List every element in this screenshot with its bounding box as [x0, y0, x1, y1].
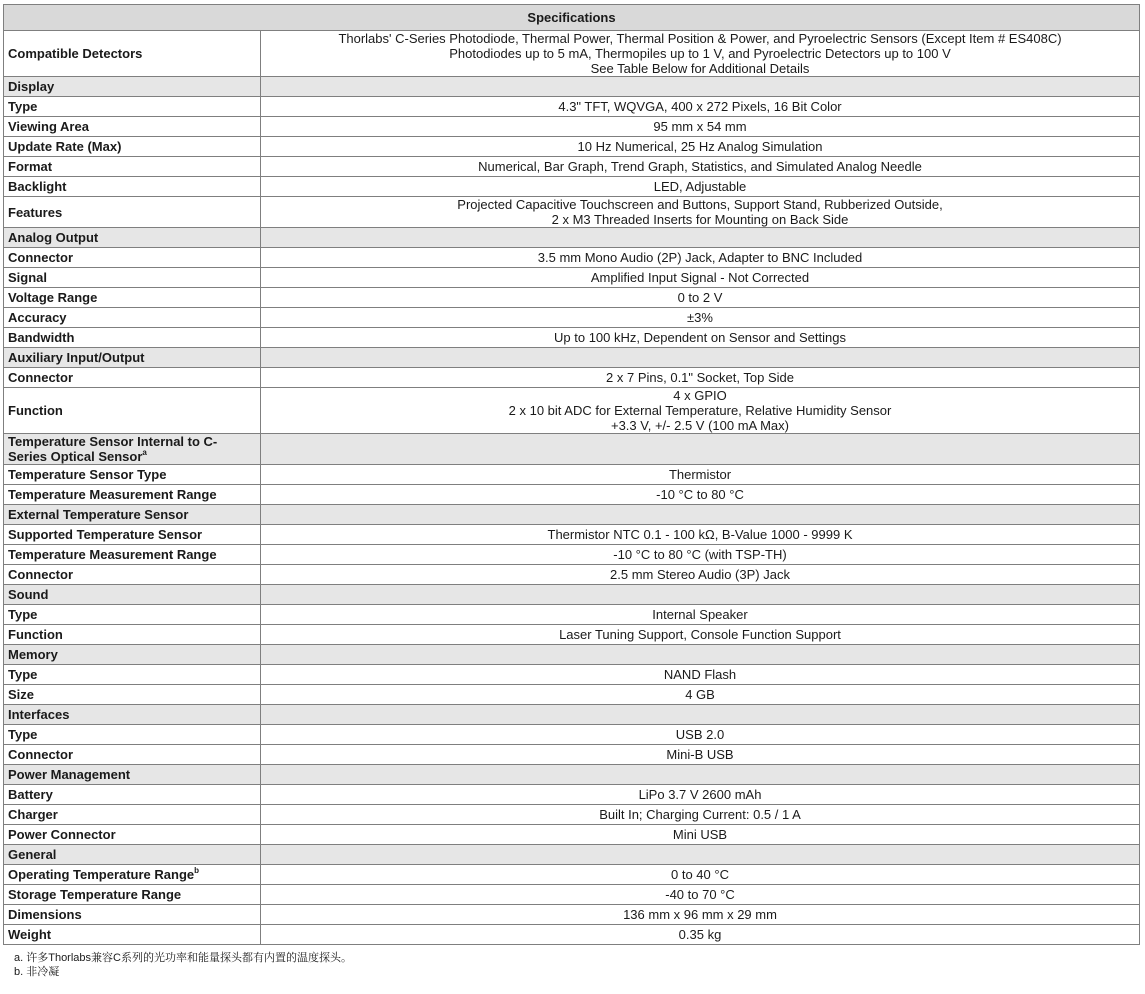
spec-value-line: 4 x GPIO — [673, 388, 727, 403]
table-row — [4, 268, 1140, 288]
spec-value-line: Amplified Input Signal - Not Corrected — [590, 270, 810, 285]
spec-label: Temperature Sensor Type — [4, 465, 261, 485]
spec-value-line: -10 °C to 80 °C — [656, 487, 744, 502]
spec-value-line: 2.5 mm Stereo Audio (3P) Jack — [610, 567, 790, 582]
spec-value-line: 2 x 7 Pins, 0.1" Socket, Top Side — [606, 370, 794, 385]
spec-value-line: LiPo 3.7 V 2600 mAh — [638, 787, 762, 802]
section-header-row — [4, 505, 1140, 525]
spec-label: Weight — [4, 925, 261, 945]
spec-label: Battery — [4, 785, 261, 805]
specifications-table — [3, 4, 1140, 945]
section-header-blank — [261, 585, 1140, 605]
spec-label: Type — [4, 665, 261, 685]
spec-label: Viewing Area — [4, 117, 261, 137]
spec-label: Connector — [4, 565, 261, 585]
section-header: Temperature Sensor Internal to C-Series Optical Sensor$^a$ — [4, 434, 261, 465]
table-row — [4, 328, 1140, 348]
spec-value — [261, 605, 1140, 625]
footnote: a. 许多Thorlabs兼容C系列的光功率和能量探头都有内置的温度探头。 — [14, 952, 352, 964]
section-header-blank — [261, 348, 1140, 368]
spec-label: Signal — [4, 268, 261, 288]
spec-label: Type — [4, 725, 261, 745]
spec-value — [261, 117, 1140, 137]
section-header-row — [4, 434, 1140, 465]
table-row — [4, 288, 1140, 308]
spec-value — [261, 685, 1140, 705]
spec-value — [261, 925, 1140, 945]
spec-label: Storage Temperature Range — [4, 885, 261, 905]
spec-value — [261, 157, 1140, 177]
spec-label: Type — [4, 605, 261, 625]
spec-label: Format — [4, 157, 261, 177]
section-header-blank — [261, 705, 1140, 725]
section-header-row — [4, 77, 1140, 97]
spec-value-line: 0 to 40 °C — [671, 867, 729, 882]
table-title: Specifications — [4, 5, 1140, 31]
section-header: Memory — [4, 645, 261, 665]
section-header: Auxiliary Input/Output — [4, 348, 261, 368]
spec-value — [261, 485, 1140, 505]
spec-label: Compatible Detectors — [4, 31, 261, 77]
table-row — [4, 885, 1140, 905]
spec-value — [261, 465, 1140, 485]
spec-value-line: Projected Capacitive Touchscreen and Buttons, Support Stand, Rubberized Outside, — [457, 197, 943, 212]
spec-value — [261, 268, 1140, 288]
spec-value-line: Mini-B USB — [666, 747, 734, 762]
spec-value — [261, 97, 1140, 117]
section-header-row — [4, 705, 1140, 725]
spec-value — [261, 328, 1140, 348]
spec-value-line: -40 to 70 °C — [665, 887, 735, 902]
section-header-blank — [261, 845, 1140, 865]
table-row — [4, 785, 1140, 805]
spec-value — [261, 625, 1140, 645]
table-row — [4, 525, 1140, 545]
spec-value — [261, 308, 1140, 328]
spec-value-line: Mini USB — [672, 827, 728, 842]
spec-label: Accuracy — [4, 308, 261, 328]
table-row — [4, 865, 1140, 885]
spec-label: Operating Temperature Range$^b$ — [4, 865, 261, 885]
spec-value — [261, 725, 1140, 745]
spec-value-line: 95 mm x 54 mm — [653, 119, 747, 134]
table-row — [4, 31, 1140, 77]
section-header-row — [4, 228, 1140, 248]
spec-value — [261, 388, 1140, 434]
spec-label: Size — [4, 685, 261, 705]
spec-label: Charger — [4, 805, 261, 825]
table-row — [4, 97, 1140, 117]
table-row — [4, 197, 1140, 228]
section-header-row — [4, 845, 1140, 865]
spec-label: Function — [4, 388, 261, 434]
spec-label: Bandwidth — [4, 328, 261, 348]
spec-value-line: 4.3" TFT, WQVGA, 400 x 272 Pixels, 16 Bit Color — [558, 99, 842, 114]
table-row — [4, 905, 1140, 925]
section-header-blank — [261, 434, 1140, 465]
table-row — [4, 565, 1140, 585]
section-header-blank — [261, 228, 1140, 248]
spec-value-line: Built In; Charging Current: 0.5 / 1 A — [599, 807, 801, 822]
spec-value-line: Thermistor NTC 0.1 - 100 kΩ, B-Value 1000 - 9999 K — [547, 527, 853, 542]
table-body — [4, 31, 1140, 945]
section-header: Interfaces — [4, 705, 261, 725]
spec-value — [261, 885, 1140, 905]
spec-value — [261, 137, 1140, 157]
spec-value-line: 3.5 mm Mono Audio (2P) Jack, Adapter to BNC Included — [537, 250, 863, 265]
spec-value-line: 4 GB — [685, 687, 715, 702]
spec-value-line: See Table Below for Additional Details — [590, 61, 810, 76]
spec-label: Type — [4, 97, 261, 117]
spec-value-line: +3.3 V, +/- 2.5 V (100 mA Max) — [610, 418, 789, 433]
spec-value-line: NAND Flash — [663, 667, 737, 682]
spec-label: Features — [4, 197, 261, 228]
spec-value-line: 136 mm x 96 mm x 29 mm — [623, 907, 777, 922]
spec-value-line: Thorlabs' C-Series Photodiode, Thermal Power, Thermal Position & Power, and Pyroelectric Sensors (Except Item # ES408C) — [338, 31, 1062, 46]
spec-value — [261, 197, 1140, 228]
section-header-blank — [261, 645, 1140, 665]
spec-value — [261, 288, 1140, 308]
table-row — [4, 157, 1140, 177]
spec-value — [261, 665, 1140, 685]
spec-value-line: ±3% — [687, 310, 713, 325]
spec-value-line: 10 Hz Numerical, 25 Hz Analog Simulation — [577, 139, 823, 154]
table-row — [4, 825, 1140, 845]
table-row — [4, 805, 1140, 825]
spec-value-line: Up to 100 kHz, Dependent on Sensor and Settings — [554, 330, 846, 345]
section-header-row — [4, 645, 1140, 665]
footnote-marker: a — [142, 447, 147, 457]
section-header-row — [4, 585, 1140, 605]
section-header-row — [4, 348, 1140, 368]
table-row — [4, 308, 1140, 328]
spec-label: Supported Temperature Sensor — [4, 525, 261, 545]
table-row — [4, 745, 1140, 765]
section-header: External Temperature Sensor — [4, 505, 261, 525]
spec-value-line: 0.35 kg — [678, 927, 722, 942]
spec-value — [261, 905, 1140, 925]
table-row — [4, 625, 1140, 645]
table-row — [4, 137, 1140, 157]
section-header-blank — [261, 505, 1140, 525]
table-row — [4, 725, 1140, 745]
table-row — [4, 665, 1140, 685]
section-header: Power Management — [4, 765, 261, 785]
table-row — [4, 485, 1140, 505]
spec-label: Connector — [4, 368, 261, 388]
section-header-blank — [261, 765, 1140, 785]
spec-value — [261, 525, 1140, 545]
table-row — [4, 925, 1140, 945]
section-header: General — [4, 845, 261, 865]
footnote: b. 非冷凝 — [14, 966, 60, 978]
spec-value — [261, 248, 1140, 268]
section-header: Sound — [4, 585, 261, 605]
spec-value — [261, 565, 1140, 585]
table-row — [4, 368, 1140, 388]
spec-label: Dimensions — [4, 905, 261, 925]
section-header: Display — [4, 77, 261, 97]
spec-value-line: -10 °C to 80 °C (with TSP-TH) — [613, 547, 787, 562]
spec-value-line: LED, Adjustable — [653, 179, 747, 194]
spec-label: Update Rate (Max) — [4, 137, 261, 157]
table-row — [4, 248, 1140, 268]
section-header-blank — [261, 77, 1140, 97]
spec-value — [261, 865, 1140, 885]
spec-value — [261, 545, 1140, 565]
footnote-marker: b — [194, 865, 200, 875]
table-row — [4, 545, 1140, 565]
spec-label: Voltage Range — [4, 288, 261, 308]
spec-value — [261, 825, 1140, 845]
spec-value-line: Laser Tuning Support, Console Function Support — [559, 627, 841, 642]
spec-value — [261, 177, 1140, 197]
spec-value-line: 0 to 2 V — [677, 290, 723, 305]
spec-value-line: Photodiodes up to 5 mA, Thermopiles up to 1 V, and Pyroelectric Detectors up to 100 V — [449, 46, 951, 61]
spec-label: Temperature Measurement Range — [4, 545, 261, 565]
spec-label: Function — [4, 625, 261, 645]
spec-table-container — [3, 4, 1140, 979]
section-header: Analog Output — [4, 228, 261, 248]
table-row — [4, 605, 1140, 625]
spec-label: Connector — [4, 248, 261, 268]
spec-label: Connector — [4, 745, 261, 765]
table-row — [4, 388, 1140, 434]
spec-value — [261, 805, 1140, 825]
spec-value — [261, 368, 1140, 388]
table-row — [4, 685, 1140, 705]
spec-label: Temperature Measurement Range — [4, 485, 261, 505]
spec-value-line: Numerical, Bar Graph, Trend Graph, Statistics, and Simulated Analog Needle — [478, 159, 922, 174]
spec-value-line: 2 x M3 Threaded Inserts for Mounting on Back Side — [551, 212, 849, 227]
spec-value-line: Thermistor — [668, 467, 732, 482]
table-title-row — [4, 5, 1140, 31]
spec-value-line: Internal Speaker — [652, 607, 748, 622]
table-row — [4, 177, 1140, 197]
spec-value-line: 2 x 10 bit ADC for External Temperature, Relative Humidity Sensor — [508, 403, 892, 418]
spec-label: Power Connector — [4, 825, 261, 845]
spec-label: Backlight — [4, 177, 261, 197]
spec-value — [261, 745, 1140, 765]
spec-value — [261, 31, 1140, 77]
spec-value-line: USB 2.0 — [675, 727, 725, 742]
table-row — [4, 117, 1140, 137]
footnotes — [14, 951, 1140, 979]
table-row — [4, 465, 1140, 485]
section-header-row — [4, 765, 1140, 785]
spec-value — [261, 785, 1140, 805]
